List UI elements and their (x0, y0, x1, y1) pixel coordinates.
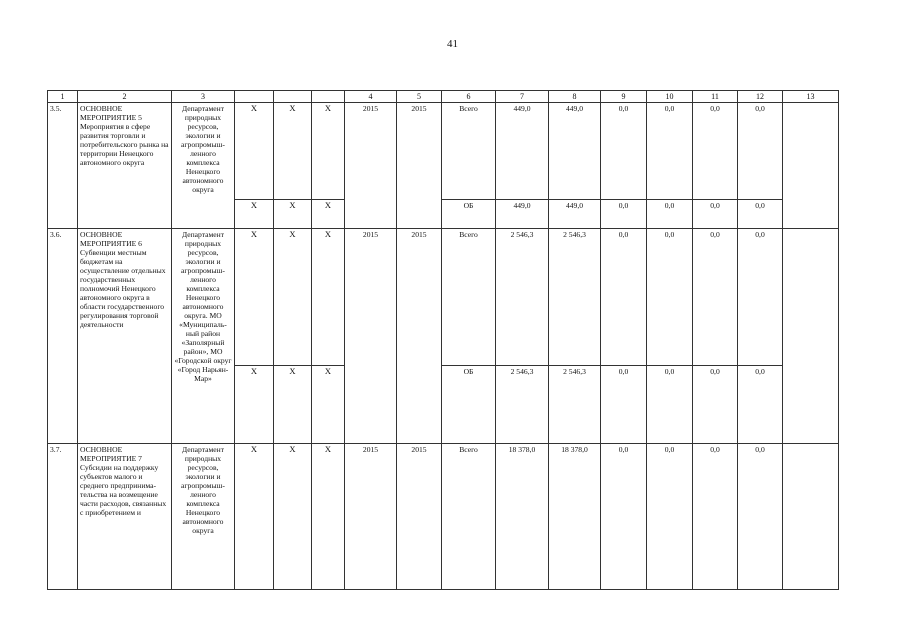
value-cell: 0,0 (647, 229, 693, 365)
empty-cell (783, 103, 839, 229)
x-mark: X (235, 229, 274, 365)
end-year: 2015 (397, 443, 442, 589)
value-cell: 0,0 (601, 103, 647, 200)
funding-source: ОБ (442, 365, 496, 443)
header-cell: 9 (601, 91, 647, 103)
start-year: 2015 (345, 443, 397, 589)
header-cell: 1 (48, 91, 78, 103)
end-year: 2015 (397, 103, 442, 229)
funding-source: Всего (442, 103, 496, 200)
value-cell: 0,0 (693, 365, 738, 443)
value-cell: 2 546,3 (496, 365, 549, 443)
row-department: Департамент природных ресурсов, экологии и агропромыш-ленного комплекса Ненецкого автономного округа. МО «Муниципаль-ный район «Заполярный район», МО «Городской округ «Город Нарьян-Мар» (172, 229, 235, 443)
page-number: 41 (447, 38, 458, 50)
x-mark: X (274, 365, 312, 443)
value-cell: 0,0 (647, 103, 693, 200)
header-cell: 7 (496, 91, 549, 103)
value-cell: 449,0 (496, 200, 549, 229)
value-cell: 0,0 (693, 229, 738, 365)
table-row (48, 103, 839, 200)
start-year: 2015 (345, 103, 397, 229)
empty-cell (783, 229, 839, 443)
value-cell: 2 546,3 (496, 229, 549, 365)
row-number: 3.7. (48, 443, 78, 589)
header-cell (235, 91, 274, 103)
value-cell: 0,0 (601, 443, 647, 589)
value-cell: 0,0 (647, 443, 693, 589)
header-cell: 3 (172, 91, 235, 103)
value-cell: 449,0 (549, 200, 601, 229)
header-row (48, 91, 839, 103)
header-cell: 6 (442, 91, 496, 103)
value-cell: 2 546,3 (549, 365, 601, 443)
header-cell: 4 (345, 91, 397, 103)
header-cell: 13 (783, 91, 839, 103)
x-mark: X (274, 443, 312, 589)
value-cell: 18 378,0 (496, 443, 549, 589)
value-cell: 0,0 (693, 443, 738, 589)
value-cell: 18 378,0 (549, 443, 601, 589)
row-department: Департамент природных ресурсов, экологии и агропромыш-ленного комплекса Ненецкого автономного округа (172, 443, 235, 589)
funding-source: Всего (442, 443, 496, 589)
x-mark: X (235, 103, 274, 200)
start-year: 2015 (345, 229, 397, 443)
header-cell: 10 (647, 91, 693, 103)
row-number: 3.5. (48, 103, 78, 229)
value-cell: 0,0 (693, 200, 738, 229)
x-mark: X (235, 443, 274, 589)
value-cell: 0,0 (693, 103, 738, 200)
x-mark: X (274, 200, 312, 229)
x-mark: X (274, 103, 312, 200)
value-cell: 0,0 (738, 229, 783, 365)
header-cell: 11 (693, 91, 738, 103)
header-cell: 8 (549, 91, 601, 103)
value-cell: 0,0 (601, 200, 647, 229)
empty-cell (783, 443, 839, 589)
x-mark: X (312, 443, 345, 589)
value-cell: 0,0 (601, 365, 647, 443)
row-description: ОСНОВНОЕ МЕРОПРИЯТИЕ 5 Мероприятия в сфере развития торговли и потребительского рынка на территории Ненецкого автономного округа (78, 103, 172, 229)
header-cell (274, 91, 312, 103)
value-cell: 449,0 (496, 103, 549, 200)
header-cell (312, 91, 345, 103)
row-description: ОСНОВНОЕ МЕРОПРИЯТИЕ 6 Субвенции местным бюджетам на осуществление отдельных государственных полномочий Ненецкого автономного округа в области государственного регулирования торговой деятельности (78, 229, 172, 443)
header-cell: 5 (397, 91, 442, 103)
table-row (48, 443, 839, 589)
row-description: ОСНОВНОЕ МЕРОПРИЯТИЕ 7 Субсидии на поддержку субъектов малого и среднего предпринима-тельства на возмещение части расходов, связанных с приобретением и (78, 443, 172, 589)
x-mark: X (235, 365, 274, 443)
header-cell: 12 (738, 91, 783, 103)
x-mark: X (235, 200, 274, 229)
end-year: 2015 (397, 229, 442, 443)
x-mark: X (312, 229, 345, 365)
value-cell: 0,0 (738, 443, 783, 589)
funding-source: ОБ (442, 200, 496, 229)
x-mark: X (312, 200, 345, 229)
row-number: 3.6. (48, 229, 78, 443)
value-cell: 0,0 (738, 200, 783, 229)
budget-table (47, 90, 839, 590)
value-cell: 449,0 (549, 103, 601, 200)
row-department: Департамент природных ресурсов, экологии и агропромыш-ленного комплекса Ненецкого автономного округа (172, 103, 235, 229)
value-cell: 0,0 (738, 103, 783, 200)
value-cell: 0,0 (647, 365, 693, 443)
header-cell: 2 (78, 91, 172, 103)
value-cell: 0,0 (647, 200, 693, 229)
funding-source: Всего (442, 229, 496, 365)
x-mark: X (312, 365, 345, 443)
value-cell: 0,0 (738, 365, 783, 443)
x-mark: X (312, 103, 345, 200)
value-cell: 0,0 (601, 229, 647, 365)
table-row (48, 229, 839, 365)
value-cell: 2 546,3 (549, 229, 601, 365)
x-mark: X (274, 229, 312, 365)
